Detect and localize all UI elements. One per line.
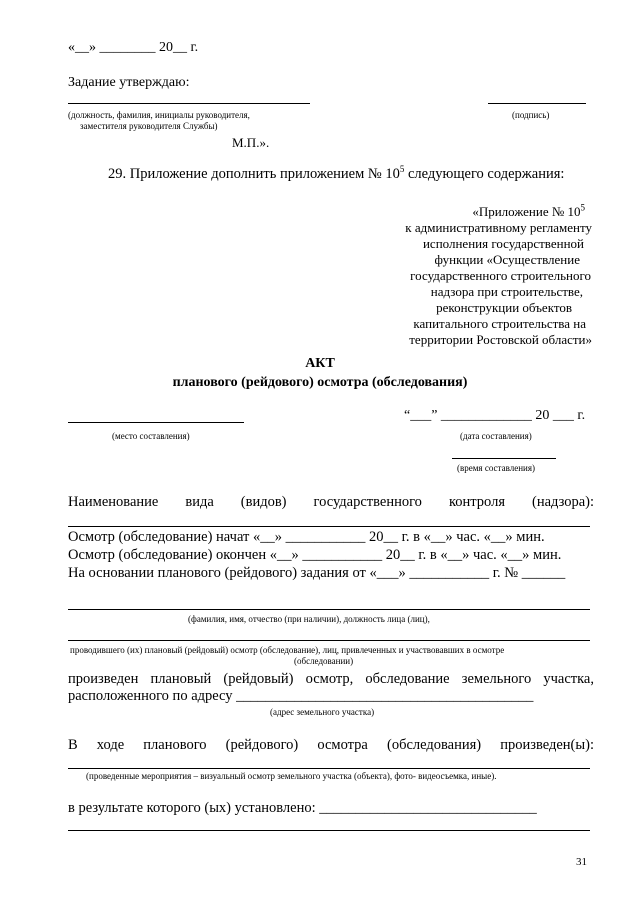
located-line: расположенного по адресу _________________________________________ <box>68 688 534 704</box>
act-subtitle-text: планового (рейдового) осмотра (обследования) <box>172 375 468 390</box>
time-line <box>452 458 556 459</box>
appendix-line: к административному регламенту <box>405 220 592 235</box>
course-word: (обследования) <box>386 737 482 753</box>
performed-word: плановый <box>150 671 212 687</box>
conducted-caption-2: (обследовании) <box>294 656 354 666</box>
course-word: ходе <box>96 737 125 753</box>
control-word: Наименование <box>68 494 159 510</box>
course-word: планового <box>143 737 207 753</box>
appendix-line: капитального строительства на <box>413 316 586 331</box>
appendix-sup: 5 <box>580 202 585 213</box>
basis-line: На основании планового (рейдового) задания от «___» ___________ г. № ______ <box>68 565 566 581</box>
person-caption: (фамилия, имя, отчество (при наличии), должность лица (лиц), <box>188 614 430 624</box>
amendment-text-after: следующего содержания: <box>404 166 565 182</box>
amendment-text-before: 29. Приложение дополнить приложением № 10 <box>108 166 400 182</box>
control-word: вида <box>185 494 214 510</box>
control-name-fill-line <box>68 526 590 527</box>
performed-word: земельного <box>461 671 532 687</box>
activities-line <box>68 768 590 769</box>
act-title <box>0 356 640 372</box>
control-word: (надзора): <box>531 494 594 510</box>
conducted-caption-1: проводившего (их) плановый (рейдовый) осмотр (обследование), лиц, привлеченных и участвовавших в осмотре <box>70 645 505 655</box>
appendix-line: надзора при строительстве, <box>430 284 583 299</box>
signature-line <box>488 103 586 104</box>
course-word: (рейдового) <box>225 737 299 753</box>
control-word: (видов) <box>240 494 287 510</box>
appendix-line: исполнения государственной <box>422 236 584 251</box>
date-line: «__» ________ 20__ г. <box>68 40 199 55</box>
approve-label: Задание утверждаю: <box>68 75 190 90</box>
control-word: государственного <box>313 494 422 510</box>
appendix-block <box>392 204 592 348</box>
act-title-text: АКТ <box>305 356 335 371</box>
appendix-line-title <box>392 204 592 220</box>
position-caption-1: (должность, фамилия, инициалы руководителя, <box>68 110 250 120</box>
page-number: 31 <box>576 856 587 868</box>
result-fill-line <box>68 830 590 831</box>
activities-caption: (проведенные мероприятия – визуальный осмотр земельного участка (объекта), фото- видеосъемка, иные). <box>86 771 497 781</box>
inspection-started: Осмотр (обследование) начат «__» ___________ 20__ г. в «__» час. «__» мин. <box>68 529 545 545</box>
performed-word: осмотр, <box>305 671 354 687</box>
time-caption: (время составления) <box>457 463 535 473</box>
signature-caption: (подпись) <box>512 110 550 120</box>
control-name-line <box>68 494 594 511</box>
course-word: осмотра <box>317 737 368 753</box>
performed-word: участка, <box>543 671 594 687</box>
position-caption-2: заместителя руководителя Службы) <box>80 121 218 131</box>
act-subtitle <box>0 375 640 391</box>
performed-word: (рейдовый) <box>223 671 294 687</box>
place-caption: (место составления) <box>112 431 190 441</box>
person-line <box>68 609 590 610</box>
place-line <box>68 422 244 423</box>
appendix-line: территории Ростовской области» <box>409 332 592 347</box>
course-word: В <box>68 737 78 753</box>
appendix-line: реконструкции объектов <box>436 300 572 315</box>
performed-word: обследование <box>365 671 450 687</box>
date-caption: (дата составления) <box>460 431 532 441</box>
result-line: в результате которого (ых) установлено: ______________________________ <box>68 800 537 816</box>
appendix-line: функции «Осуществление <box>434 252 580 267</box>
performed-word: произведен <box>68 671 139 687</box>
amendment-text <box>108 166 564 183</box>
stamp-label: М.П.». <box>232 135 270 150</box>
amendment-sup: 5 <box>399 164 405 175</box>
performed-line <box>68 671 594 688</box>
control-word: контроля <box>448 494 505 510</box>
address-caption: (адрес земельного участка) <box>270 707 375 717</box>
conducted-line <box>68 640 590 641</box>
date-compiled: “___” _____________ 20 ___ г. <box>404 408 586 423</box>
course-line <box>68 737 594 754</box>
course-word: произведен(ы): <box>500 737 594 753</box>
inspection-finished: Осмотр (обследование) окончен «__» ___________ 20__ г. в «__» час. «__» мин. <box>68 547 562 563</box>
appendix-title: «Приложение № 10 <box>472 204 581 219</box>
appendix-line: государственного строительного <box>410 268 591 283</box>
position-signature-line <box>68 103 310 104</box>
